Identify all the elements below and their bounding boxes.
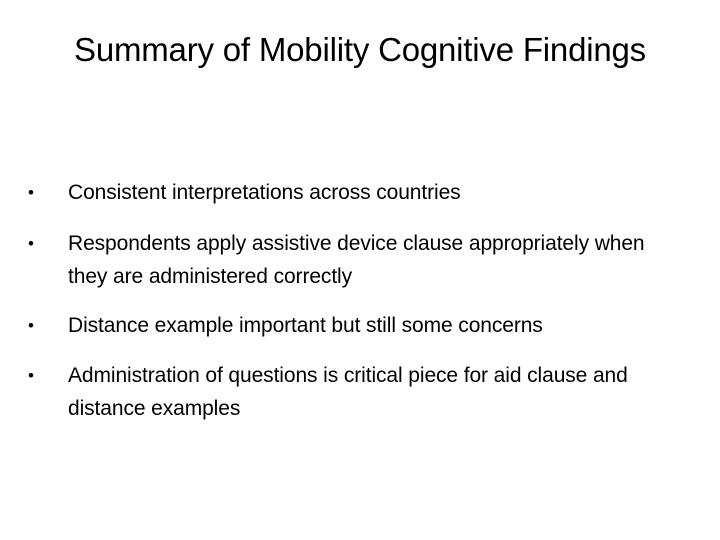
slide-title: Summary of Mobility Cognitive Findings — [74, 31, 646, 68]
bullet-text: Consistent interpretations across countries — [68, 181, 461, 204]
bullet-marker: • — [28, 366, 34, 385]
bullet-marker: • — [28, 234, 34, 253]
bullet-text: Distance example important but still some concerns — [68, 314, 543, 337]
bullet-marker: • — [28, 316, 34, 335]
bullet-text: Respondents apply assistive device clause appropriately when they are administered correctly — [68, 232, 645, 288]
bullet-text: Administration of questions is critical piece for aid clause and distance examples — [68, 364, 628, 420]
bullet-marker: • — [28, 183, 34, 202]
